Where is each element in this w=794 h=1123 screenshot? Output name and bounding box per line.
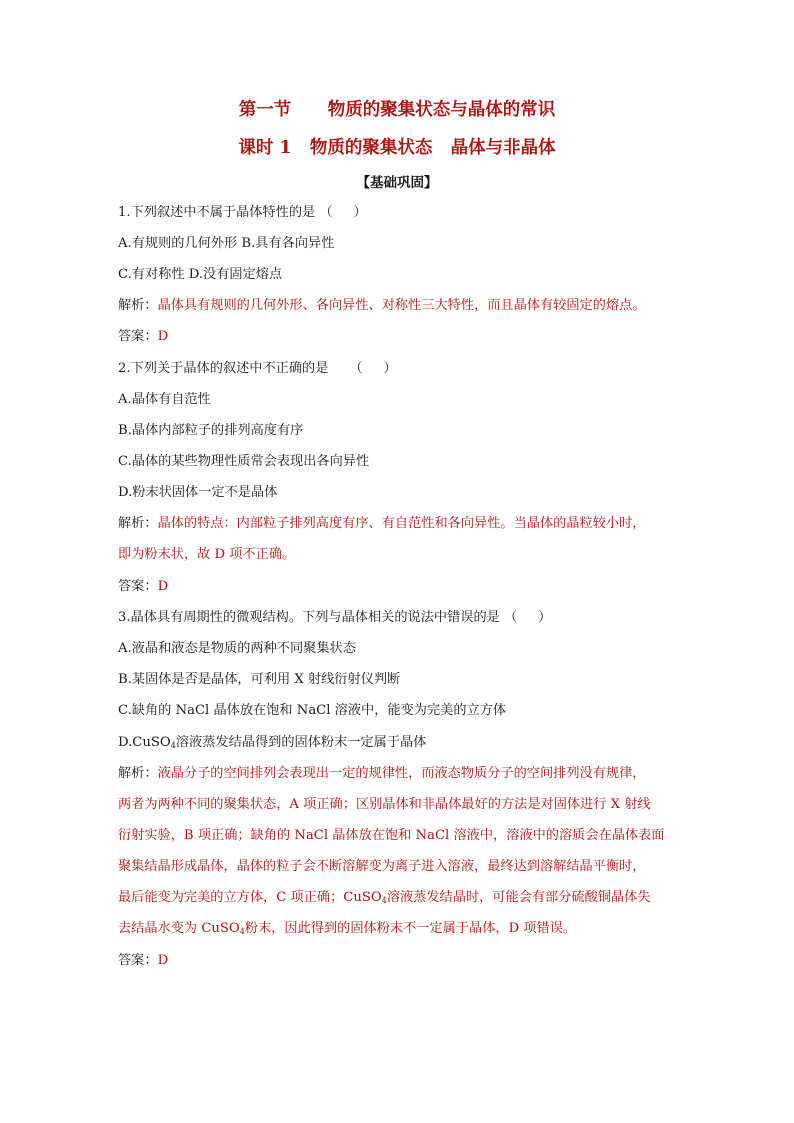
answer-value: D bbox=[157, 329, 169, 344]
question-3-analysis-line-2: 两者为两种不同的聚集状态，A 项正确；区别晶体和非晶体最好的方法是对固体进行 X 射线 bbox=[118, 797, 651, 812]
question-3-option-a: A.液晶和液态是物质的两种不同聚集状态 bbox=[118, 641, 356, 656]
question-2-analysis-cont: 即为粉末状，故 D 项不正确。 bbox=[118, 547, 296, 562]
question-3-option-c: C.缺角的 NaCl 晶体放在饱和 NaCl 溶液中，能变为完美的立方体 bbox=[118, 703, 507, 718]
question-2-answer bbox=[118, 577, 168, 597]
question-2-option-c: C.晶体的某些物理性质常会表现出各向异性 bbox=[118, 454, 370, 469]
question-3-stem: 3.晶体具有周期性的微观结构。下列与晶体相关的说法中错误的是 （ ） bbox=[118, 610, 552, 625]
analysis-label: 解析： bbox=[118, 298, 158, 313]
question-1-stem: 1.下列叙述中不属于晶体特性的是 （ ） bbox=[118, 205, 367, 220]
answer-label: 答案： bbox=[118, 579, 158, 594]
question-3-analysis-line-4: 聚集结晶形成晶体，晶体的粒子会不断溶解变为离子进入溶液，最终达到溶解结晶平衡时， bbox=[118, 859, 646, 874]
analysis-label: 解析： bbox=[118, 516, 158, 531]
question-2-analysis bbox=[118, 514, 646, 534]
analysis-text: 晶体具有规则的几何外形、各向异性、对称性三大特性，而且晶体有较固定的熔点。 bbox=[157, 298, 646, 313]
question-2-option-b: B.晶体内部粒子的排列高度有序 bbox=[118, 423, 304, 438]
lesson-subtitle: 课时 1 物质的聚集状态 晶体与非晶体 bbox=[238, 138, 556, 158]
question-2-option-a: A.晶体有自范性 bbox=[118, 392, 211, 407]
question-3-analysis bbox=[118, 764, 646, 784]
analysis-text: 晶体的特点：内部粒子排列高度有序、有自范性和各向异性。当晶体的晶粒较小时， bbox=[157, 516, 646, 531]
question-1-analysis bbox=[118, 296, 646, 316]
analysis-text: 液晶分子的空间排列会表现出一定的规律性，而液态物质分子的空间排列没有规律， bbox=[157, 766, 646, 781]
question-1-option-cd: C.有对称性 D.没有固定熔点 bbox=[118, 267, 283, 282]
question-3-option-b: B.某固体是否是晶体，可利用 X 射线衍射仪判断 bbox=[118, 672, 401, 687]
chapter-title: 第一节 物质的聚集状态与晶体的常识 bbox=[238, 100, 556, 120]
question-3-analysis-line-5: 最后能变为完美的立方体，C 项正确；CuSO$_4$溶液蒸发结晶时，可能会有部分硫酸铜晶体失 bbox=[118, 890, 651, 905]
question-3-analysis-line-6: 去结晶水变为 CuSO$_4$粉末，因此得到的固体粉末不一定属于晶体，D 项错误。 bbox=[118, 921, 577, 936]
question-2-option-d: D.粉末状固体一定不是晶体 bbox=[118, 485, 278, 500]
question-1-option-ab: A.有规则的几何外形 B.具有各向异性 bbox=[118, 236, 335, 251]
question-3-option-d: D.CuSO$_4$溶液蒸发结晶得到的固体粉末一定属于晶体 bbox=[118, 735, 427, 750]
answer-value: D bbox=[157, 579, 169, 594]
answer-label: 答案： bbox=[118, 329, 158, 344]
question-3-analysis-line-3: 衍射实验，B 项正确；缺角的 NaCl 晶体放在饱和 NaCl 溶液中，溶液中的溶质会在晶体表面 bbox=[118, 828, 665, 843]
analysis-label: 解析： bbox=[118, 766, 158, 781]
answer-label: 答案： bbox=[118, 953, 158, 968]
question-3-answer bbox=[118, 951, 168, 971]
section-heading: 【基础巩固】 bbox=[356, 175, 438, 191]
question-2-stem: 2.下列关于晶体的叙述中不正确的是 （ ） bbox=[118, 361, 397, 376]
answer-value: D bbox=[157, 953, 169, 968]
question-1-answer bbox=[118, 327, 168, 347]
